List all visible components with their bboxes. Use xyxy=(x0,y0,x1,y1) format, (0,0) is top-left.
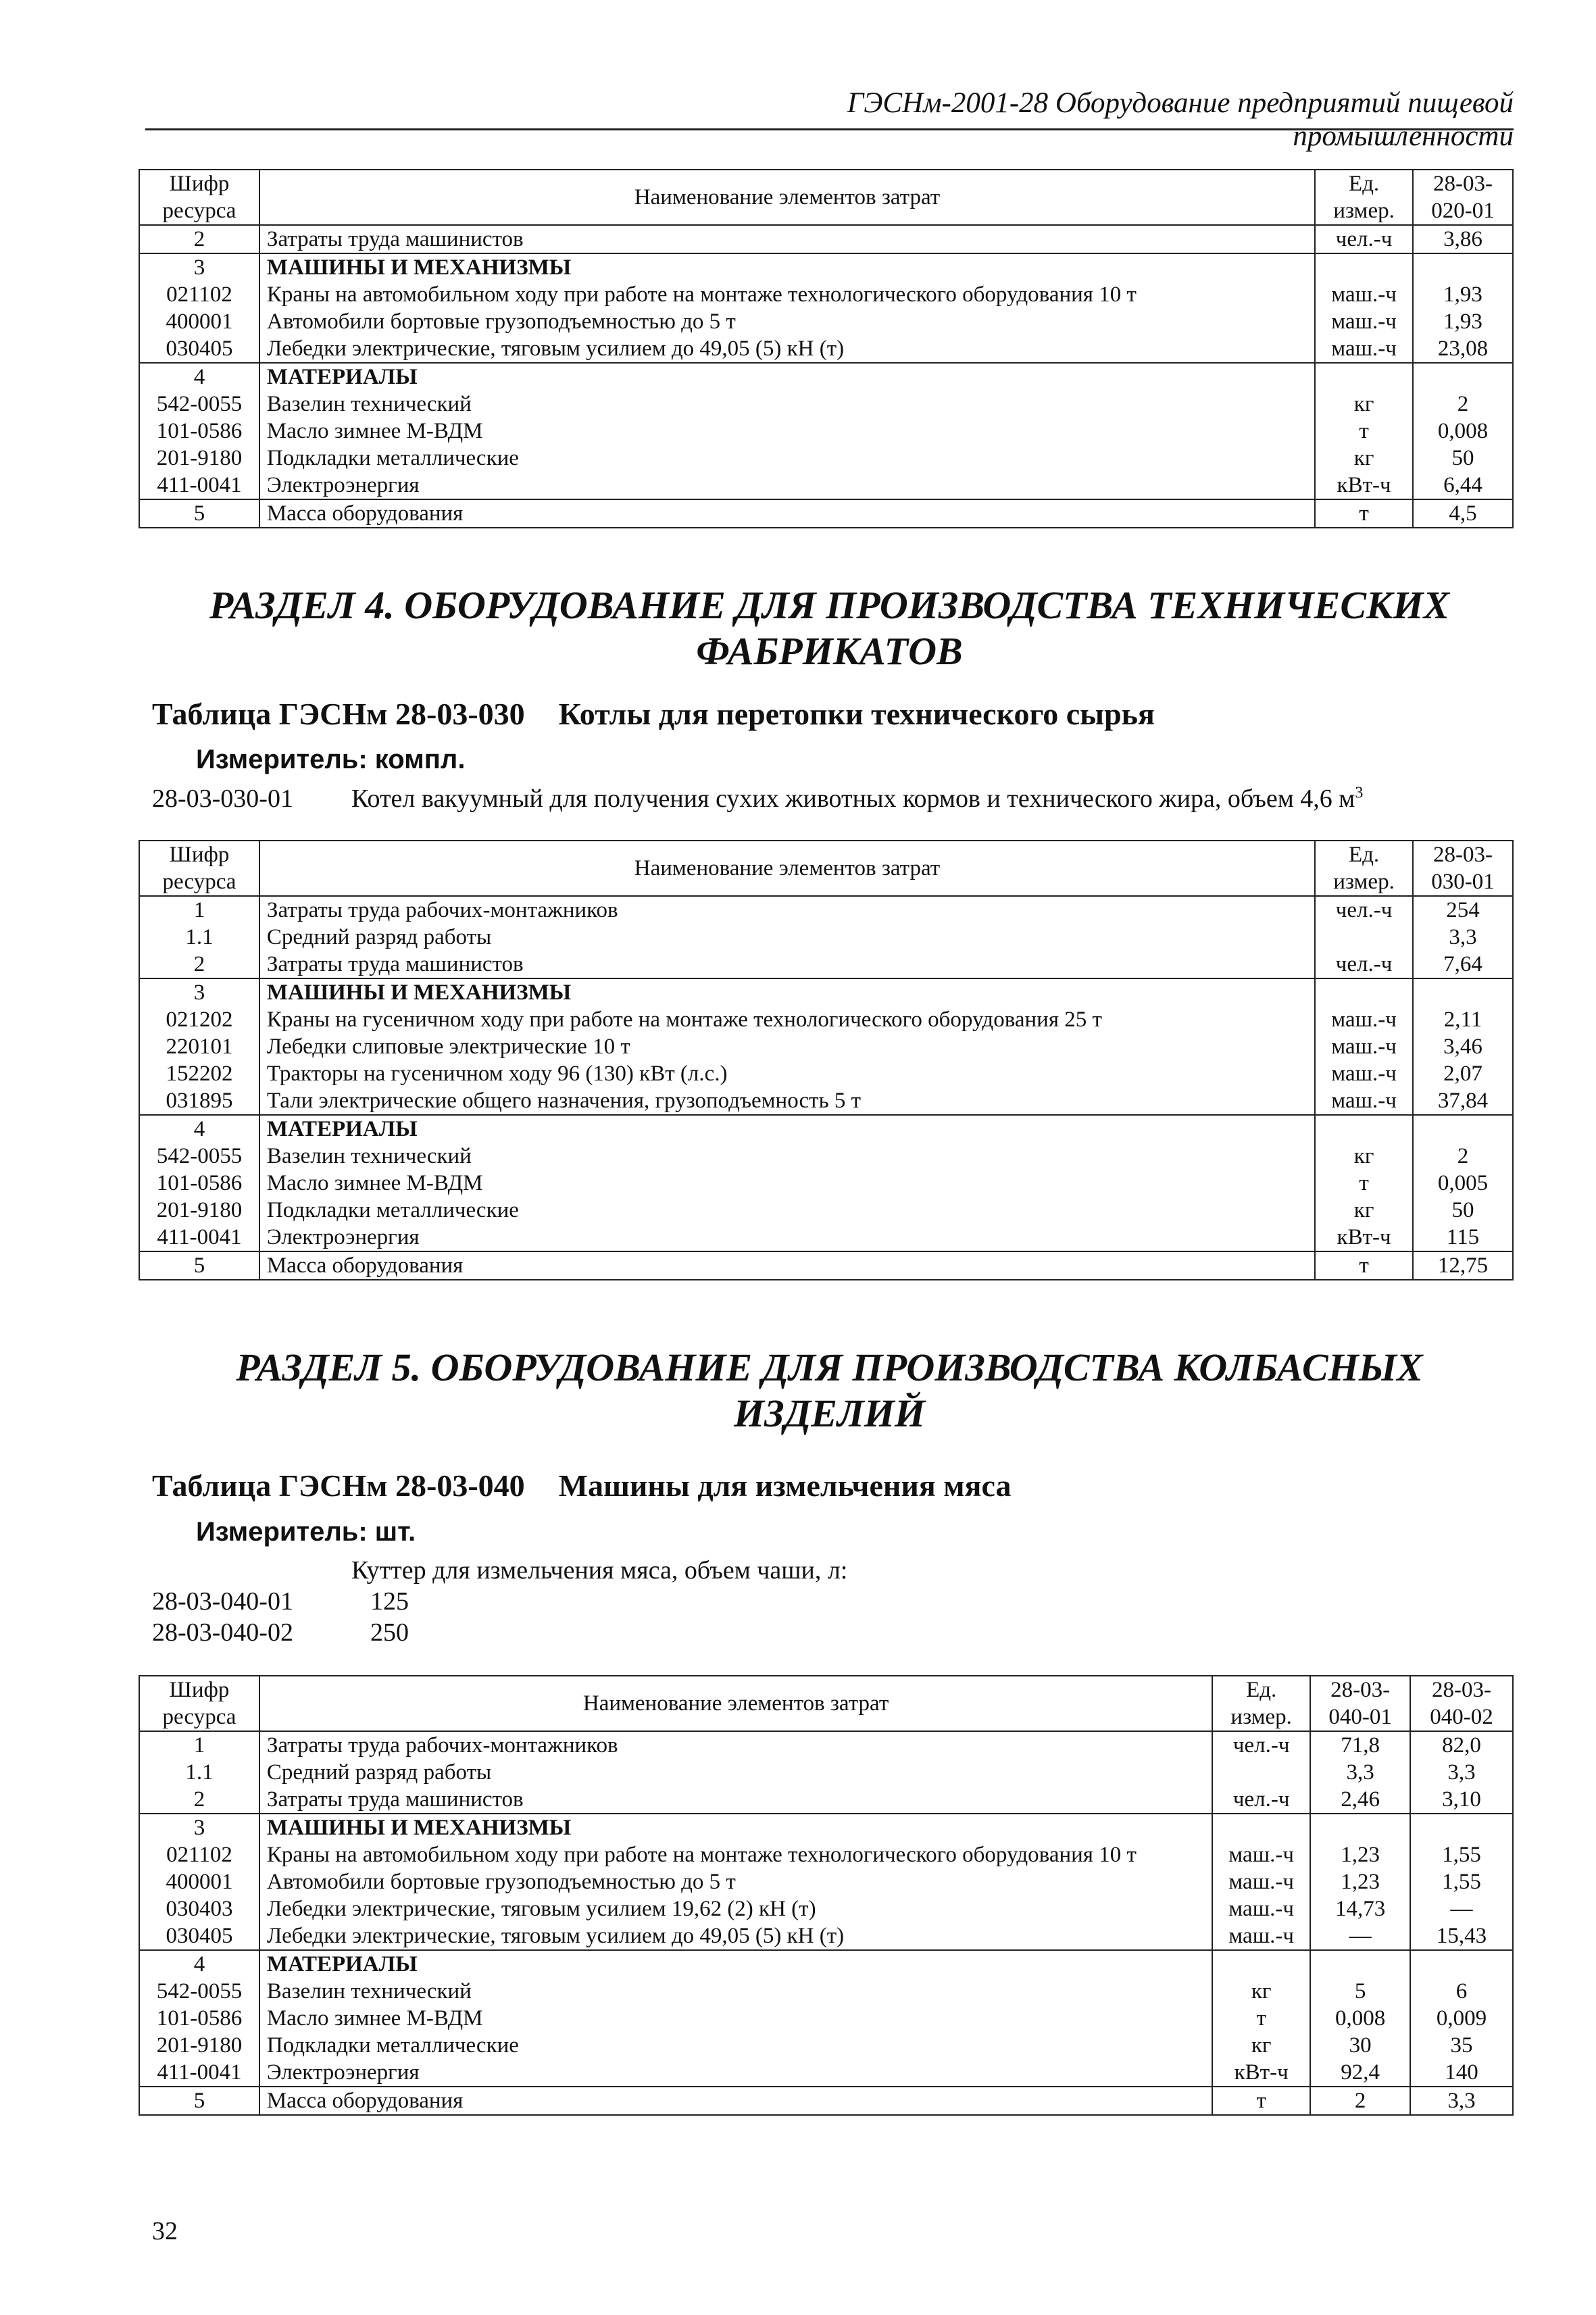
resource-code-cell: 5 xyxy=(139,2087,259,2115)
unit-cell xyxy=(1315,363,1413,391)
resource-code-cell: 201-9180 xyxy=(139,2032,259,2059)
norm-description xyxy=(351,784,1363,814)
cost-element-cell: Вазелин технический xyxy=(259,1143,1315,1170)
unit-cell: чел.-ч xyxy=(1315,951,1413,978)
cost-element-cell: Лебедки электрические, тяговым усилием до 49,05 (5) кН (т) xyxy=(259,335,1315,363)
cost-element-cell: МАТЕРИАЛЫ xyxy=(259,363,1315,391)
cost-element-cell: Затраты труда рабочих-монтажников xyxy=(259,1731,1212,1759)
unit-cell: маш.-ч xyxy=(1315,1060,1413,1087)
cost-element-cell: Масса оборудования xyxy=(259,1251,1315,1280)
resource-code-cell: 4 xyxy=(139,1115,259,1143)
table-row xyxy=(139,1814,1513,1841)
resource-code-cell: 4 xyxy=(139,1950,259,1978)
table-row xyxy=(139,363,1513,391)
norm-value-cell: 1,55 xyxy=(1410,1868,1513,1895)
cost-element-cell: Затраты труда рабочих-монтажников xyxy=(259,896,1315,924)
norm-code: 28-03-040-01 xyxy=(152,1587,293,1616)
cost-element-cell: Тракторы на гусеничном ходу 96 (130) кВт (л.с.) xyxy=(259,1060,1315,1087)
norm-intro: Куттер для измельчения мяса, объем чаши, л: xyxy=(351,1556,848,1585)
table-row xyxy=(139,1895,1513,1922)
norm-value-cell: 6,44 xyxy=(1413,472,1513,499)
unit-cell: кг xyxy=(1315,1143,1413,1170)
unit-cell: маш.-ч xyxy=(1212,1841,1310,1868)
norm-value-cell: 71,8 xyxy=(1310,1731,1410,1759)
resource-code-cell: 411-0041 xyxy=(139,1224,259,1251)
unit-cell xyxy=(1212,1814,1310,1841)
norm-value-cell: — xyxy=(1310,1922,1410,1950)
norm-value-cell: 2 xyxy=(1413,1143,1513,1170)
table-row xyxy=(139,1087,1513,1115)
cost-table-28-03-040 xyxy=(139,1675,1514,2116)
cost-element-cell: Краны на гусеничном ходу при работе на монтаже технологического оборудования 25 т xyxy=(259,1006,1315,1033)
norm-value-cell: 82,0 xyxy=(1410,1731,1513,1759)
col-header-norm: 28-03-030-01 xyxy=(1413,841,1513,896)
unit-cell: кВт-ч xyxy=(1212,2059,1310,2087)
cost-element-cell: Масса оборудования xyxy=(259,499,1315,528)
cost-element-cell: Лебедки электрические, тяговым усилием до 49,05 (5) кН (т) xyxy=(259,1922,1212,1950)
norm-value-cell xyxy=(1410,1950,1513,1978)
table-row xyxy=(139,2059,1513,2087)
unit-cell: т xyxy=(1212,2005,1310,2032)
table-row xyxy=(139,1170,1513,1197)
norm-value-cell xyxy=(1413,978,1513,1006)
resource-code-cell: 3 xyxy=(139,253,259,281)
unit-cell xyxy=(1212,1950,1310,1978)
table-row xyxy=(139,1006,1513,1033)
norm-value-cell: 3,3 xyxy=(1413,924,1513,951)
cost-element-cell: Затраты труда машинистов xyxy=(259,225,1315,253)
header-rule xyxy=(145,128,1514,130)
norm-value-cell: 1,93 xyxy=(1413,308,1513,335)
col-header-code: Шифр ресурса xyxy=(139,841,259,896)
resource-code-cell: 411-0041 xyxy=(139,472,259,499)
norm-value-cell xyxy=(1310,1814,1410,1841)
col-header-name: Наименование элементов затрат xyxy=(259,170,1315,225)
table-row xyxy=(139,1731,1513,1759)
norm-description-text: Котел вакуумный для получения сухих животных кормов и технического жира, объем 4,6 м xyxy=(351,785,1355,813)
cost-element-cell: Затраты труда машинистов xyxy=(259,1786,1212,1814)
cost-element-cell: Автомобили бортовые грузоподъемностью до 5 т xyxy=(259,1868,1212,1895)
cost-element-cell: Масса оборудования xyxy=(259,2087,1212,2115)
col-header-unit: Ед. измер. xyxy=(1212,1676,1310,1731)
resource-code-cell: 2 xyxy=(139,951,259,978)
table-row xyxy=(139,281,1513,308)
norm-value-cell: 2,07 xyxy=(1413,1060,1513,1087)
cost-element-cell: Электроэнергия xyxy=(259,472,1315,499)
unit-cell: кг xyxy=(1315,1197,1413,1224)
norm-code: 28-03-030-01 xyxy=(152,785,293,813)
cost-element-cell: Средний разряд работы xyxy=(259,1759,1212,1786)
unit-cell: кВт-ч xyxy=(1315,472,1413,499)
col-header-unit: Ед. измер. xyxy=(1315,170,1413,225)
norm-value-cell: 3,86 xyxy=(1413,225,1513,253)
norm-value-cell: 50 xyxy=(1413,1197,1513,1224)
resource-code-cell: 542-0055 xyxy=(139,391,259,418)
cost-element-cell: Вазелин технический xyxy=(259,1978,1212,2005)
unit-cell: маш.-ч xyxy=(1212,1868,1310,1895)
col-header-norm: 28-03-040-02 xyxy=(1410,1676,1513,1731)
norm-value-cell: 0,008 xyxy=(1413,418,1513,445)
norm-value-cell: 15,43 xyxy=(1410,1922,1513,1950)
table-row xyxy=(139,1197,1513,1224)
resource-code-cell: 542-0055 xyxy=(139,1143,259,1170)
unit-cell: кг xyxy=(1315,445,1413,472)
resource-code-cell: 152202 xyxy=(139,1060,259,1087)
unit-cell: маш.-ч xyxy=(1212,1922,1310,1950)
cost-element-cell: Подкладки металлические xyxy=(259,1197,1315,1224)
table-row xyxy=(139,1251,1513,1280)
measure-unit: Измеритель: компл. xyxy=(196,745,466,774)
norm-value-cell xyxy=(1310,1950,1410,1978)
measure-unit: Измеритель: шт. xyxy=(196,1517,416,1547)
norm-value-cell xyxy=(1413,363,1513,391)
cost-element-cell: Масло зимнее М-ВДМ xyxy=(259,418,1315,445)
cost-element-cell: Подкладки металлические xyxy=(259,2032,1212,2059)
table-caption xyxy=(152,1468,1011,1503)
cost-element-cell: Краны на автомобильном ходу при работе на монтаже технологического оборудования 10 т xyxy=(259,281,1315,308)
cost-element-cell: Краны на автомобильном ходу при работе на монтаже технологического оборудования 10 т xyxy=(259,1841,1212,1868)
resource-code-cell: 201-9180 xyxy=(139,445,259,472)
unit-cell xyxy=(1315,978,1413,1006)
resource-code-cell: 3 xyxy=(139,978,259,1006)
cost-element-cell: Электроэнергия xyxy=(259,1224,1315,1251)
resource-code-cell: 5 xyxy=(139,1251,259,1280)
col-header-code: Шифр ресурса xyxy=(139,170,259,225)
table-row xyxy=(139,1143,1513,1170)
unit-cell: т xyxy=(1315,1170,1413,1197)
norm-value-cell: 50 xyxy=(1413,445,1513,472)
table-row xyxy=(139,1922,1513,1950)
norm-value-cell: 2,11 xyxy=(1413,1006,1513,1033)
running-header: ГЭСНм-2001-28 Оборудование предприятий пищевой промышленности xyxy=(847,87,1514,152)
cost-element-cell: Лебедки слиповые электрические 10 т xyxy=(259,1033,1315,1060)
resource-code-cell: 400001 xyxy=(139,1868,259,1895)
norm-value-cell: 1,23 xyxy=(1310,1841,1410,1868)
resource-code-cell: 400001 xyxy=(139,308,259,335)
page-number: 32 xyxy=(152,2217,178,2245)
norm-value-cell: 23,08 xyxy=(1413,335,1513,363)
resource-code-cell: 101-0586 xyxy=(139,1170,259,1197)
unit-cell: кг xyxy=(1315,391,1413,418)
unit-cell: чел.-ч xyxy=(1315,225,1413,253)
norm-value-cell: 3,3 xyxy=(1410,2087,1513,2115)
cost-element-cell: Масло зимнее М-ВДМ xyxy=(259,2005,1212,2032)
resource-code-cell: 021202 xyxy=(139,1006,259,1033)
norm-value-cell: 3,46 xyxy=(1413,1033,1513,1060)
unit-cell: кг xyxy=(1212,2032,1310,2059)
resource-code-cell: 411-0041 xyxy=(139,2059,259,2087)
unit-cell: чел.-ч xyxy=(1212,1731,1310,1759)
table-row xyxy=(139,896,1513,924)
resource-code-cell: 030403 xyxy=(139,1895,259,1922)
table-row xyxy=(139,499,1513,528)
cost-element-cell: Вазелин технический xyxy=(259,391,1315,418)
norm-value-cell: 254 xyxy=(1413,896,1513,924)
cost-element-cell: Средний разряд работы xyxy=(259,924,1315,951)
norm-value-cell: — xyxy=(1410,1895,1513,1922)
norm-code: 28-03-040-02 xyxy=(152,1618,293,1647)
norm-value-cell: 30 xyxy=(1310,2032,1410,2059)
table-row xyxy=(139,1841,1513,1868)
norm-value-cell: 3,10 xyxy=(1410,1786,1513,1814)
col-header-code: Шифр ресурса xyxy=(139,1676,259,1731)
resource-code-cell: 021102 xyxy=(139,1841,259,1868)
cost-table-28-03-030 xyxy=(139,840,1514,1280)
resource-code-cell: 021102 xyxy=(139,281,259,308)
unit-cell: кВт-ч xyxy=(1315,1224,1413,1251)
table-name: Машины для измельчения мяса xyxy=(558,1468,1012,1503)
table-row xyxy=(139,2032,1513,2059)
unit-cell: чел.-ч xyxy=(1315,896,1413,924)
unit-cell: маш.-ч xyxy=(1212,1895,1310,1922)
section-title-line: РАЗДЕЛ 4. ОБОРУДОВАНИЕ ДЛЯ ПРОИЗВОДСТВА ТЕХНИЧЕСКИХ xyxy=(209,583,1450,627)
resource-code-cell: 220101 xyxy=(139,1033,259,1060)
cost-element-cell: МАШИНЫ И МЕХАНИЗМЫ xyxy=(259,978,1315,1006)
resource-code-cell: 101-0586 xyxy=(139,2005,259,2032)
col-header-name: Наименование элементов затрат xyxy=(259,1676,1212,1731)
table-row xyxy=(139,1759,1513,1786)
cost-element-cell: Подкладки металлические xyxy=(259,445,1315,472)
cost-element-cell: Лебедки электрические, тяговым усилием 19,62 (2) кН (т) xyxy=(259,1895,1212,1922)
norm-value-cell: 0,005 xyxy=(1413,1170,1513,1197)
table-row xyxy=(139,472,1513,499)
cost-element-cell: МАШИНЫ И МЕХАНИЗМЫ xyxy=(259,253,1315,281)
table-row xyxy=(139,2087,1513,2115)
resource-code-cell: 1 xyxy=(139,1731,259,1759)
unit-cell: маш.-ч xyxy=(1315,335,1413,363)
norm-value-cell xyxy=(1413,253,1513,281)
norm-value-cell: 4,5 xyxy=(1413,499,1513,528)
norm-value-cell: 115 xyxy=(1413,1224,1513,1251)
norm-value-cell xyxy=(1410,1814,1513,1841)
cost-element-cell: МАТЕРИАЛЫ xyxy=(259,1115,1315,1143)
table-row xyxy=(139,2005,1513,2032)
col-header-name: Наименование элементов затрат xyxy=(259,841,1315,896)
norm-value-cell: 2 xyxy=(1310,2087,1410,2115)
norm-value-cell: 2 xyxy=(1413,391,1513,418)
table-row xyxy=(139,1060,1513,1087)
col-header-norm: 28-03-020-01 xyxy=(1413,170,1513,225)
unit-cell: т xyxy=(1315,1251,1413,1280)
table-row xyxy=(139,924,1513,951)
table-number: Таблица ГЭСНм 28-03-040 xyxy=(152,1468,525,1503)
unit-cell: маш.-ч xyxy=(1315,1006,1413,1033)
norm-value-cell: 12,75 xyxy=(1413,1251,1513,1280)
resource-code-cell: 2 xyxy=(139,1786,259,1814)
resource-code-cell: 1 xyxy=(139,896,259,924)
table-row xyxy=(139,445,1513,472)
table-row xyxy=(139,951,1513,978)
section-title-line: РАЗДЕЛ 5. ОБОРУДОВАНИЕ ДЛЯ ПРОИЗВОДСТВА КОЛБАСНЫХ xyxy=(236,1345,1423,1389)
norm-value-cell: 3,3 xyxy=(1410,1759,1513,1786)
norm-value-cell: 37,84 xyxy=(1413,1087,1513,1115)
table-name: Котлы для перетопки технического сырья xyxy=(558,697,1155,731)
table-row xyxy=(139,1950,1513,1978)
table-row xyxy=(139,1978,1513,2005)
norm-value-cell xyxy=(1413,1115,1513,1143)
table-row xyxy=(139,1033,1513,1060)
norm-value-cell: 5 xyxy=(1310,1978,1410,2005)
resource-code-cell: 030405 xyxy=(139,1922,259,1950)
norm-value-cell: 2,46 xyxy=(1310,1786,1410,1814)
cost-table-28-03-020 xyxy=(139,169,1514,528)
unit-cell: т xyxy=(1315,499,1413,528)
cost-element-cell: МАТЕРИАЛЫ xyxy=(259,1950,1212,1978)
norm-value-cell: 140 xyxy=(1410,2059,1513,2087)
norm-value-cell: 7,64 xyxy=(1413,951,1513,978)
table-row xyxy=(139,391,1513,418)
cost-element-cell: МАШИНЫ И МЕХАНИЗМЫ xyxy=(259,1814,1212,1841)
table-row xyxy=(139,1868,1513,1895)
resource-code-cell: 101-0586 xyxy=(139,418,259,445)
table-row xyxy=(139,418,1513,445)
table-row xyxy=(139,1115,1513,1143)
col-header-norm: 28-03-040-01 xyxy=(1310,1676,1410,1731)
unit-cell xyxy=(1315,1115,1413,1143)
norm-value-cell: 0,008 xyxy=(1310,2005,1410,2032)
superscript: 3 xyxy=(1355,784,1364,802)
cost-element-cell: Затраты труда машинистов xyxy=(259,951,1315,978)
resource-code-cell: 4 xyxy=(139,363,259,391)
unit-cell: кг xyxy=(1212,1978,1310,2005)
resource-code-cell: 2 xyxy=(139,225,259,253)
unit-cell: маш.-ч xyxy=(1315,1087,1413,1115)
norm-value: 125 xyxy=(370,1587,409,1616)
table-row xyxy=(139,978,1513,1006)
resource-code-cell: 3 xyxy=(139,1814,259,1841)
unit-cell xyxy=(1315,924,1413,951)
norm-value-cell: 1,93 xyxy=(1413,281,1513,308)
table-caption xyxy=(152,696,1155,732)
unit-cell xyxy=(1315,253,1413,281)
resource-code-cell: 1.1 xyxy=(139,1759,259,1786)
table-row xyxy=(139,225,1513,253)
cost-element-cell: Автомобили бортовые грузоподъемностью до 5 т xyxy=(259,308,1315,335)
table-number: Таблица ГЭСНм 28-03-030 xyxy=(152,697,525,731)
resource-code-cell: 5 xyxy=(139,499,259,528)
unit-cell: маш.-ч xyxy=(1315,281,1413,308)
norm-value-cell: 6 xyxy=(1410,1978,1513,2005)
norm-value-cell: 0,009 xyxy=(1410,2005,1513,2032)
section-4-title xyxy=(145,582,1514,674)
norm-value-cell: 14,73 xyxy=(1310,1895,1410,1922)
unit-cell: т xyxy=(1212,2087,1310,2115)
resource-code-cell: 030405 xyxy=(139,335,259,363)
norm-value-cell: 3,3 xyxy=(1310,1759,1410,1786)
section-5-title xyxy=(145,1345,1514,1437)
resource-code-cell: 201-9180 xyxy=(139,1197,259,1224)
unit-cell: маш.-ч xyxy=(1315,1033,1413,1060)
table-row xyxy=(139,308,1513,335)
norm-value: 250 xyxy=(370,1618,409,1647)
table-row xyxy=(139,253,1513,281)
resource-code-cell: 1.1 xyxy=(139,924,259,951)
norm-value-cell: 35 xyxy=(1410,2032,1513,2059)
resource-code-cell: 542-0055 xyxy=(139,1978,259,2005)
cost-element-cell: Тали электрические общего назначения, грузоподъемность 5 т xyxy=(259,1087,1315,1115)
cost-element-cell: Масло зимнее М-ВДМ xyxy=(259,1170,1315,1197)
section-title-line: ФАБРИКАТОВ xyxy=(696,629,963,673)
table-row xyxy=(139,1786,1513,1814)
table-row xyxy=(139,335,1513,363)
table-row xyxy=(139,1224,1513,1251)
norm-value-cell: 1,55 xyxy=(1410,1841,1513,1868)
unit-cell: т xyxy=(1315,418,1413,445)
section-title-line: ИЗДЕЛИЙ xyxy=(734,1391,925,1435)
unit-cell xyxy=(1212,1759,1310,1786)
cost-element-cell: Электроэнергия xyxy=(259,2059,1212,2087)
unit-cell: чел.-ч xyxy=(1212,1786,1310,1814)
resource-code-cell: 031895 xyxy=(139,1087,259,1115)
norm-value-cell: 1,23 xyxy=(1310,1868,1410,1895)
norm-value-cell: 92,4 xyxy=(1310,2059,1410,2087)
col-header-unit: Ед. измер. xyxy=(1315,841,1413,896)
unit-cell: маш.-ч xyxy=(1315,308,1413,335)
